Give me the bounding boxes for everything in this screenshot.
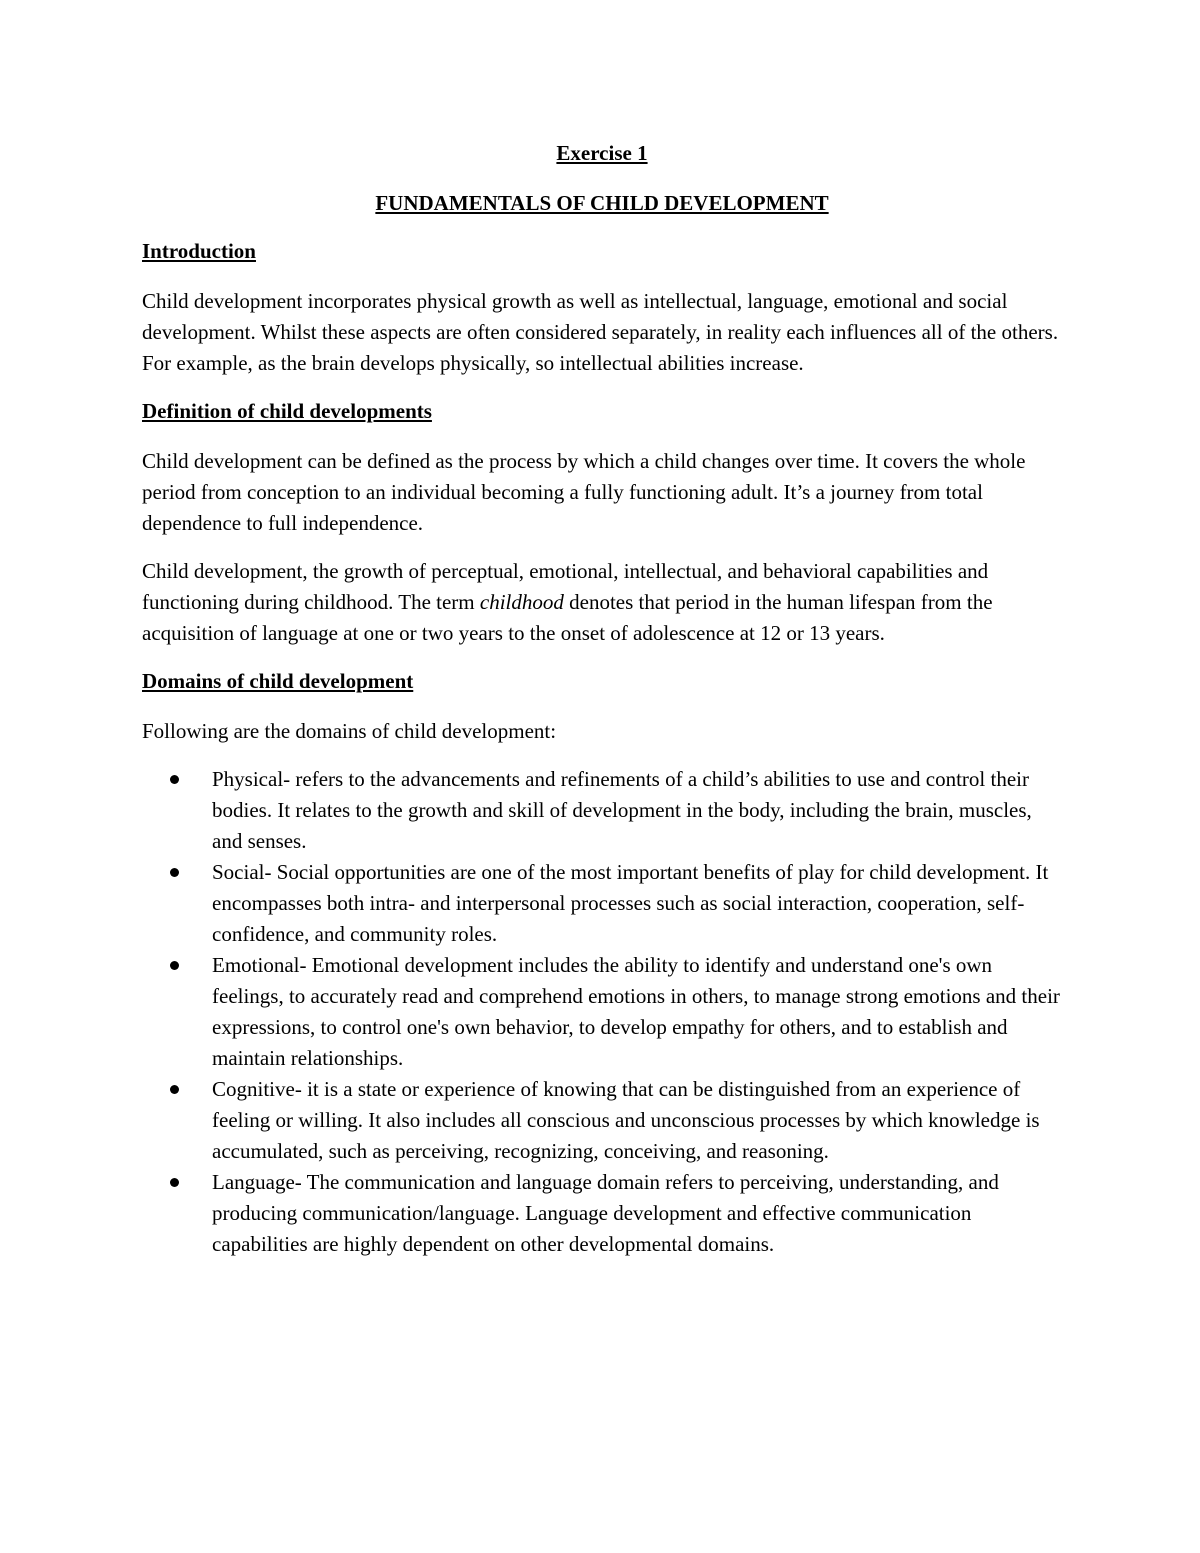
domain-item-language bbox=[142, 1167, 1062, 1260]
document-page bbox=[142, 138, 1062, 1260]
domain-item-text: Language- The communication and language domain refers to perceiving, understanding, and producing communication/language. Language development and effective communication capabilities are highly dependent on other developmental domains. bbox=[212, 1170, 999, 1256]
definition-heading: Definition of child developments bbox=[142, 399, 432, 423]
bullet-icon bbox=[170, 1085, 179, 1094]
document-title: FUNDAMENTALS OF CHILD DEVELOPMENT bbox=[375, 191, 829, 215]
domain-item-social bbox=[142, 857, 1062, 950]
introduction-heading: Introduction bbox=[142, 239, 256, 263]
domain-item-text: Physical- refers to the advancements and refinements of a child’s abilities to use and control their bodies. It relates to the growth and skill of development in the body, including the brain, muscles, and senses. bbox=[212, 767, 1032, 853]
domains-heading: Domains of child development bbox=[142, 669, 414, 693]
definition-paragraph-2-end: denotes that period in the human lifespan from the acquisition of language at one or two years to the onset of adolescence at 12 or 13 years. bbox=[142, 590, 993, 645]
domains-list bbox=[142, 764, 1062, 1260]
domains-intro: Following are the domains of child development: bbox=[142, 719, 557, 743]
domain-item-cognitive bbox=[142, 1074, 1062, 1167]
domain-item-physical bbox=[142, 764, 1062, 857]
domain-item-text: Cognitive- it is a state or experience of knowing that can be distinguished from an experience of feeling or willing. It also includes all conscious and unconscious processes by which knowledge is accumulated, such as perceiving, recognizing, conceiving, and reasoning. bbox=[212, 1077, 1040, 1163]
definition-paragraph-2 bbox=[142, 556, 1062, 649]
childhood-term: childhood bbox=[479, 590, 564, 614]
definition-paragraph-1: Child development can be defined as the process by which a child changes over time. It covers the whole period from conception to an individual becoming a fully functioning adult. It’s a journey from total dependence to full independence. bbox=[142, 449, 1026, 535]
domain-item-emotional bbox=[142, 950, 1062, 1074]
bullet-icon bbox=[170, 961, 179, 970]
bullet-icon bbox=[170, 775, 179, 784]
domain-item-text: Emotional- Emotional development includes the ability to identify and understand one's own feelings, to accurately read and comprehend emotions in others, to manage strong emotions and their expressions, to control one's own behavior, to develop empathy for others, and to establish and maintain relationships. bbox=[212, 953, 1060, 1070]
bullet-icon bbox=[170, 1178, 179, 1187]
exercise-title: Exercise 1 bbox=[556, 141, 648, 165]
domain-item-text: Social- Social opportunities are one of the most important benefits of play for child development. It encompasses both intra- and interpersonal processes such as social interaction, cooperation, self-confidence, and community roles. bbox=[212, 860, 1049, 946]
bullet-icon bbox=[170, 868, 179, 877]
definition-paragraph-2-start: Child development, the growth of perceptual, emotional, intellectual, and behavioral capabilities and functioning during childhood. The term bbox=[142, 559, 989, 614]
introduction-paragraph: Child development incorporates physical growth as well as intellectual, language, emotional and social development. Whilst these aspects are often considered separately, in reality each influences all of the others. For example, as the brain develops physically, so intellectual abilities increase. bbox=[142, 289, 1059, 375]
